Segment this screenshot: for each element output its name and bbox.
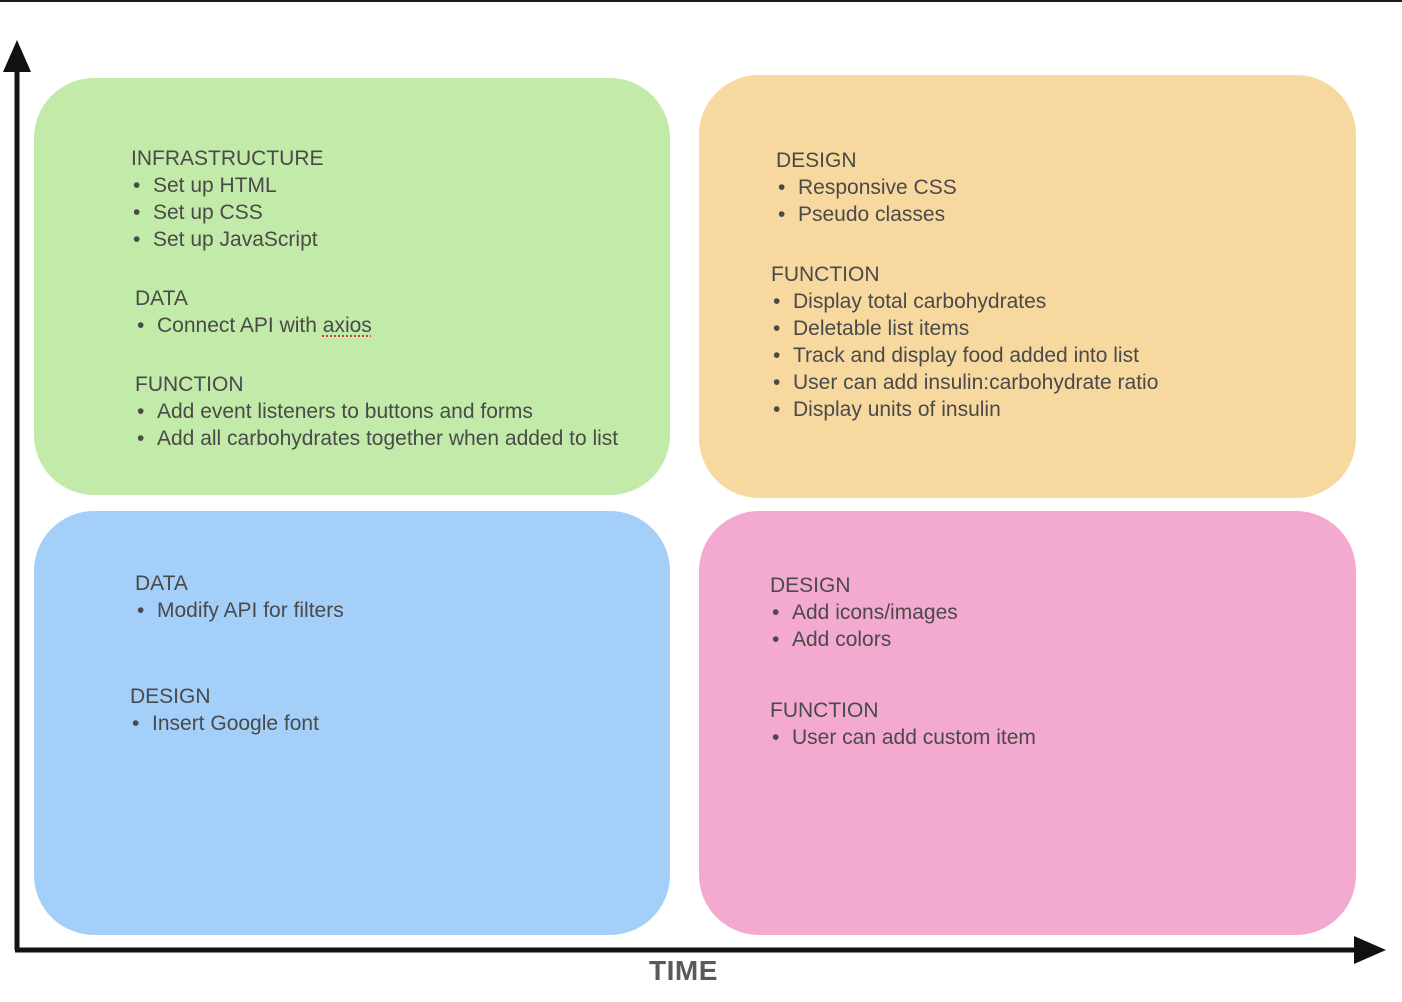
list-item	[770, 626, 958, 653]
section-design	[776, 147, 957, 228]
bullet-icon: •	[772, 726, 780, 749]
item-list	[130, 710, 319, 737]
section-heading: DESIGN	[770, 574, 851, 597]
list-item	[770, 724, 1036, 751]
list-item-text: Display total carbohydrates	[793, 290, 1047, 313]
section-data	[135, 570, 344, 624]
list-item	[770, 599, 958, 626]
item-list	[771, 288, 1158, 423]
section-infrastructure	[131, 145, 324, 253]
section-function	[135, 371, 618, 452]
list-item-text: Insert Google font	[152, 712, 319, 735]
x-axis-arrowhead	[1354, 936, 1386, 964]
section-heading: FUNCTION	[770, 699, 879, 722]
bullet-icon: •	[772, 601, 780, 624]
bullet-icon: •	[772, 628, 780, 651]
list-item-text: User can add custom item	[792, 726, 1036, 749]
item-list	[770, 599, 958, 653]
bullet-icon: •	[133, 228, 141, 251]
section-data	[135, 285, 372, 339]
list-item	[771, 342, 1158, 369]
section-heading: DATA	[135, 287, 188, 310]
bullet-icon: •	[137, 427, 145, 450]
list-item-text: Add icons/images	[792, 601, 958, 624]
list-item-text: Add all carbohydrates together when added to list	[157, 427, 619, 450]
bullet-icon: •	[773, 371, 781, 394]
item-list	[135, 312, 372, 339]
bullet-icon: •	[778, 203, 786, 226]
list-item	[131, 199, 324, 226]
list-item	[131, 172, 324, 199]
bullet-icon: •	[137, 314, 145, 337]
section-function	[771, 261, 1158, 423]
list-item	[776, 174, 957, 201]
list-item-text: Set up JavaScript	[153, 228, 318, 251]
item-list	[131, 172, 324, 253]
list-item-text: Set up CSS	[153, 201, 263, 224]
list-item-text: Responsive CSS	[798, 176, 957, 199]
list-item	[135, 425, 618, 452]
section-heading: FUNCTION	[135, 373, 244, 396]
list-item	[131, 226, 324, 253]
list-item-text: Deletable list items	[793, 317, 970, 340]
item-list	[776, 174, 957, 228]
section-heading: DESIGN	[776, 149, 857, 172]
list-item	[771, 288, 1158, 315]
item-list	[135, 597, 344, 624]
bullet-icon: •	[137, 400, 145, 423]
list-item-text: Display units of insulin	[793, 398, 1001, 421]
list-item	[135, 312, 372, 339]
section-function	[770, 697, 1036, 751]
list-item-text: User can add insulin:carbohydrate ratio	[793, 371, 1159, 394]
section-design	[130, 683, 319, 737]
list-item-text: Set up HTML	[153, 174, 277, 197]
spellcheck-flagged-word: axios	[322, 314, 372, 337]
bullet-icon: •	[773, 290, 781, 313]
section-heading: DESIGN	[130, 685, 211, 708]
bullet-icon: •	[773, 344, 781, 367]
list-item-text: Add colors	[792, 628, 892, 651]
list-item	[771, 369, 1158, 396]
section-heading: FUNCTION	[771, 263, 880, 286]
list-item-text: Track and display food added into list	[793, 344, 1139, 367]
list-item	[135, 597, 344, 624]
bullet-icon: •	[133, 201, 141, 224]
bullet-icon: •	[133, 174, 141, 197]
section-design	[770, 572, 958, 653]
list-item-text: Add event listeners to buttons and forms	[157, 400, 533, 423]
bullet-icon: •	[137, 599, 145, 622]
x-axis-label: TIME	[649, 955, 718, 986]
section-heading: DATA	[135, 572, 188, 595]
item-list	[770, 724, 1036, 751]
list-item	[776, 201, 957, 228]
list-item	[771, 315, 1158, 342]
list-item-text: Connect API with	[157, 314, 323, 337]
y-axis-arrowhead	[3, 40, 31, 72]
list-item	[135, 398, 618, 425]
bullet-icon: •	[773, 317, 781, 340]
bullet-icon: •	[773, 398, 781, 421]
list-item-text: Pseudo classes	[798, 203, 946, 226]
list-item	[130, 710, 319, 737]
item-list	[135, 398, 618, 452]
list-item	[771, 396, 1158, 423]
section-heading: INFRASTRUCTURE	[131, 147, 324, 170]
bullet-icon: •	[132, 712, 140, 735]
bullet-icon: •	[778, 176, 786, 199]
list-item-text: Modify API for filters	[157, 599, 344, 622]
